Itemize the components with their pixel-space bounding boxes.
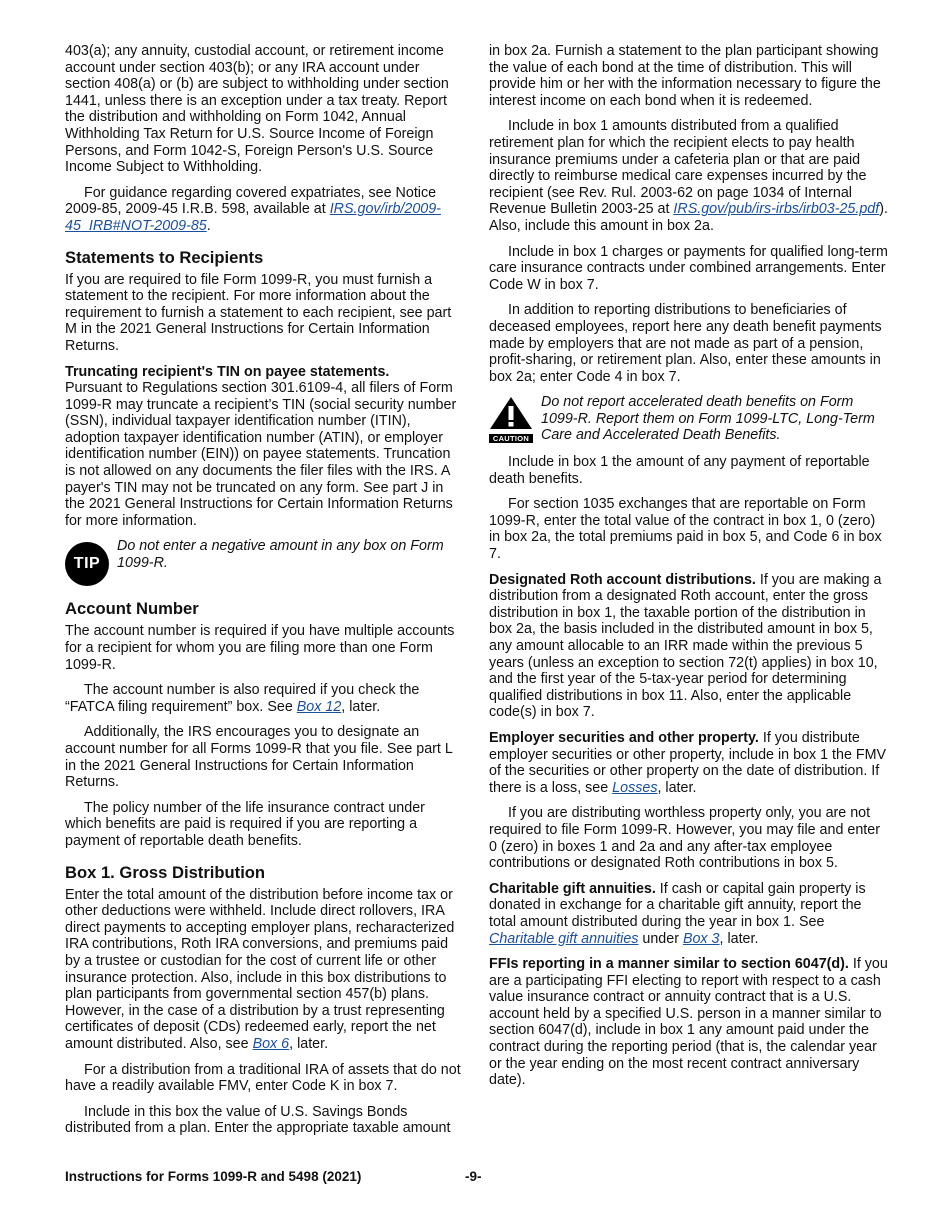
page-number: -9- xyxy=(465,1169,482,1184)
paragraph-death-benefits: In addition to reporting distributions to beneficiaries of deceased employees, report here any death benefit payments made by employers that are not made as part of a pension, profit-sharing, or retirement plan. Also, enter these amounts in box 2a; enter Code 4 in box 7. xyxy=(489,302,882,385)
box-6-link[interactable]: Box 6 xyxy=(252,1035,290,1052)
caution-text: Do not report accelerated death benefits on Form 1099-R. Report them on Form 1099-LTC, Long-Term Care and Accelerated Death Benefits. xyxy=(541,394,875,444)
right-column xyxy=(489,43,889,1098)
charitable-gift-annuities-link[interactable]: Charitable gift annuities xyxy=(489,930,639,947)
subheading-roth: Designated Roth account distributions. xyxy=(489,571,756,588)
paragraph-bond-statement: in box 2a. Furnish a statement to the plan participant showing the value of each bond at the time of distribution. This will provide him or her with the information necessary to figure the interest income on each bond when it is redeemed. xyxy=(489,43,881,109)
subheading-truncating-tin: Truncating recipient's TIN on payee statements. xyxy=(65,363,390,380)
warning-triangle-icon xyxy=(489,396,533,430)
paragraph-savings-bonds: Include in this box the value of U.S. Savings Bonds distributed from a plan. Enter the appropriate taxable amount xyxy=(65,1103,451,1137)
paragraph-long-term-care: Include in box 1 charges or payments for qualified long-term care insurance contracts under combined arrangements. Enter Code W in box 7. xyxy=(489,243,888,293)
paragraph-reportable-death-benefits: Include in box 1 the amount of any payment of reportable death benefits. xyxy=(489,454,870,487)
paragraph-statements: If you are required to file Form 1099-R, you must furnish a statement to the recipient. For more information about the requirement to furnish a statement to each recipient, see part M in the 2021 General Instructions for Certain Information Returns. xyxy=(65,271,452,354)
footer-title: Instructions for Forms 1099-R and 5498 (2021) xyxy=(65,1169,362,1184)
irb03-25-link[interactable]: IRS.gov/pub/irs-irbs/irb03-25.pdf xyxy=(673,201,880,218)
losses-link[interactable]: Losses xyxy=(612,779,658,796)
tip-icon: TIP xyxy=(65,542,109,586)
heading-box1-gross-distribution: Box 1. Gross Distribution xyxy=(65,862,266,882)
paragraph-section-1035: For section 1035 exchanges that are reportable on Form 1099-R, enter the total value of the contract in box 1, 0 (zero) in box 2a, the total premiums paid in box 5, and Code 6 in box 7. xyxy=(489,496,882,563)
paragraph-gross-distribution: Enter the total amount of the distribution before income tax or other deductions were withheld. Include direct rollovers, IRA direct payments to accepting employer plans, recharacterized IRA contributions, Roth IRA conversions, and premiums paid by a trustee or custodian for the cost of current life or other insurance protection. Also, include in this box distributions to plan participants from governmental section 457(b) plans. However, in the case of a distribution by a trust representing certificates of deposit (CDs) redeemed early, report the net amount distributed. Also, see Box 6, later. xyxy=(65,886,455,1052)
irb-2009-45-link[interactable]: IRS.gov/irb/2009-45_IRB#NOT-2009-85 xyxy=(65,201,441,234)
paragraph-fatca: The account number is also required if you check the “FATCA filing requirement” box. See Box 12, later. xyxy=(65,682,420,715)
paragraph-ffi-reporting: FFIs reporting in a manner similar to section 6047(d). If you are a participating FFI electing to report with respect to a cash value insurance contract or annuity contract that is a U.S. account held by a specified U.S. person in a manner similar to section 6047(d), include in box 1 any amount paid under the contract during the reporting period (that is, the calendar year or the year ending on the most recent contract anniversary date). xyxy=(489,956,888,1089)
paragraph-employer-securities: Employer securities and other property. If you distribute employer securities or other property, include in box 1 the FMV of the securities or other property on the date of distribution. If there is a loss, see Losses, later. xyxy=(489,729,887,796)
paragraph-charitable-gift: Charitable gift annuities. If cash or capital gain property is donated in exchange for a charitable gift annuity, report the total amount distributed during the year in box 1. See Charitable gift annuities under Box 3, later. xyxy=(489,880,866,947)
heading-statements-to-recipients: Statements to Recipients xyxy=(65,247,264,267)
paragraph-truncating-tin: Truncating recipient's TIN on payee statements. Pursuant to Regulations section 301.6109-4, all filers of Form 1099-R may truncate a recipient’s TIN (social security number (SSN), individual taxpayer identification number (ITIN), adoption taxpayer identification number (ATIN), or employer identification number (EIN)) on payee statements. Truncation is not allowed on any documents the filer files with the IRS. A payer's TIN may not be truncated on any form. See part J in the 2021 General Instructions for Certain Information Returns for more information. xyxy=(65,363,457,529)
tip-box xyxy=(65,538,463,586)
heading-account-number: Account Number xyxy=(65,599,199,619)
caution-label: CAUTION xyxy=(489,434,533,443)
subheading-employer-securities: Employer securities and other property. xyxy=(489,729,759,746)
paragraph-roth-distributions: Designated Roth account distributions. If you are making a distribution from a designated Roth account, enter the gross distribution in box 1, the taxable portion of the distribution in box 2a, the basis included in the distributed amount in box 5, any amount allocable to an IRR made within the previous 5 years (unless an exception to section 72(t) applies) in box 10, and the first year of the 5-tax-year period for determining qualified distributions in box 11. Also, enter the applicable code(s) in box 7. xyxy=(489,571,882,721)
box-12-link[interactable]: Box 12 xyxy=(296,698,342,715)
paragraph-worthless-property: If you are distributing worthless property only, you are not required to file Form 1099-R. However, you may file and enter 0 (zero) in boxes 1 and 2a and any after-tax employee contributions or designated Roth contributions in box 5. xyxy=(489,805,880,872)
paragraph-expatriates: For guidance regarding covered expatriates, see Notice 2009-85, 2009-45 I.R.B. 598, available at IRS.gov/irb/2009-45_IRB#NOT-2009-85. xyxy=(65,184,441,234)
paragraph-designate-account: Additionally, the IRS encourages you to designate an account number for all Forms 1099-R that you file. See part L in the 2021 General Instructions for Certain Information Returns. xyxy=(65,724,453,791)
page-footer xyxy=(65,1169,889,1184)
paragraph-traditional-ira: For a distribution from a traditional IRA of assets that do not have a readily available FMV, enter Code K in box 7. xyxy=(65,1061,461,1095)
left-column xyxy=(65,43,463,1146)
paragraph-account-required: The account number is required if you have multiple accounts for a recipient for whom you are filing more than one Form 1099-R. xyxy=(65,623,455,673)
caution-icon xyxy=(489,396,533,443)
tip-text: Do not enter a negative amount in any box on Form 1099-R. xyxy=(117,538,444,572)
paragraph-policy-number: The policy number of the life insurance contract under which benefits are paid is required if you are reporting a payment of reportable death benefits. xyxy=(65,799,425,849)
subheading-charitable-gift: Charitable gift annuities. xyxy=(489,880,656,897)
paragraph-health-premiums: Include in box 1 amounts distributed from a qualified retirement plan for which the recipient elects to pay health insurance premiums under a cafeteria plan or that are paid directly to reimburse medical care expenses incurred by the recipient (see Rev. Rul. 2003-62 on page 1034 of Internal Revenue Bulletin 2003-25 at IRS.gov/pub/irs-irbs/irb03-25.pdf). Also, include this amount in box 2a. xyxy=(489,118,888,234)
paragraph-withholding: 403(a); any annuity, custodial account, or retirement income account under section 403(b); or any IRA account under section 408(a) or (b) are subject to withholding under section 1441, unless there is an exception under a tax treaty. Report the distribution and withholding on Form 1042, Annual Withholding Tax Return for U.S. Source Income of Foreign Persons, and Form 1042-S, Foreign Person's U.S. Source Income Subject to Withholding. xyxy=(65,43,449,176)
box-3-link[interactable]: Box 3 xyxy=(682,930,720,947)
subheading-ffi: FFIs reporting in a manner similar to section 6047(d). xyxy=(489,956,849,973)
caution-box xyxy=(489,394,889,444)
